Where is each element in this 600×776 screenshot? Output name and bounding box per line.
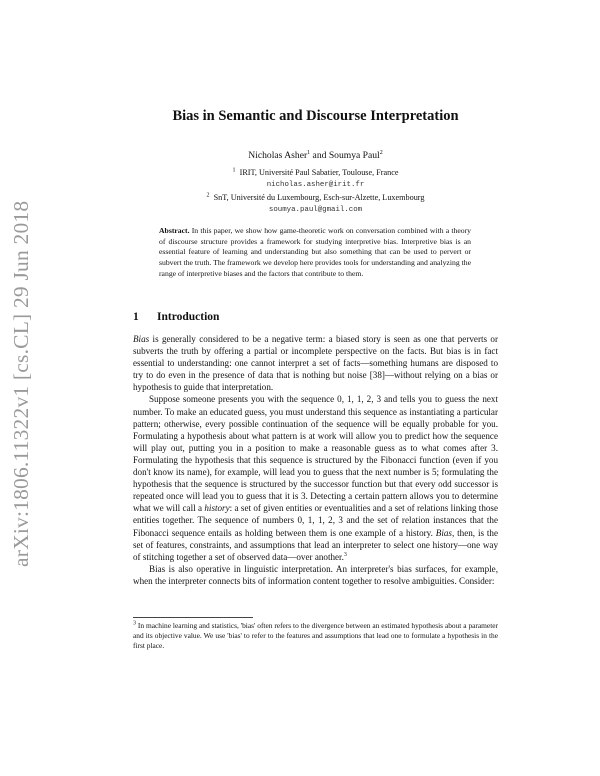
body-text <box>133 333 498 587</box>
section-title: Introduction <box>157 311 220 323</box>
affiliation-mark: 2 <box>206 192 210 199</box>
paragraph <box>133 333 498 393</box>
affiliation <box>133 167 498 191</box>
affiliation-name: IRIT, Université Paul Sabatier, Toulouse, France <box>239 168 399 177</box>
author-name: Soumya Paul <box>328 150 380 161</box>
author-line <box>133 150 498 161</box>
footnote <box>133 621 498 651</box>
author-affil-mark: 2 <box>379 149 383 156</box>
author-affil-mark: 1 <box>307 149 311 156</box>
arxiv-identifier: arXiv:1806.11322v1 [cs.CL] 29 Jun 2018 <box>9 200 33 567</box>
author-connector: and <box>310 150 329 161</box>
section-heading <box>133 311 219 323</box>
author-name: Nicholas Asher <box>248 150 308 161</box>
paragraph-text: , then, is the set of features, constraints, and assumptions that lead an interpreter to select one history—one way of stitching together a set of observed data—over another. <box>133 527 498 562</box>
affiliation <box>133 192 498 216</box>
paragraph <box>133 563 498 587</box>
footnote-number: 3 <box>133 620 136 627</box>
paragraph <box>133 393 498 562</box>
paper-title: Bias in Semantic and Discourse Interpretation <box>172 108 459 124</box>
paragraph-text: is generally considered to be a negative term: a biased story is seen as one that perverts or subverts the truth by offering a partial or incomplete perspective on the facts. But bias is in fact essential to understanding: one cannot interpret a set of facts—something humans are disposed to try to do even in the presence of data that is nothing but noise [38]—without relying on a bias or hypothesis to guide that interpretation. <box>133 334 498 393</box>
abstract-label: Abstract. <box>159 226 190 235</box>
footnote-text: In machine learning and statistics, 'bias' often refers to the divergence between an estimated hypothesis about a parameter and its objective value. We use 'bias' to refer to the features and assumptions that lead one to formulate a hypothesis in the first place. <box>133 621 498 650</box>
affiliation-email[interactable]: nicholas.asher@irit.fr <box>266 181 365 189</box>
affiliation-name: SnT, Université du Luxembourg, Esch-sur-Alzette, Luxembourg <box>213 193 425 202</box>
footnote-rule <box>133 617 253 618</box>
affiliation-mark: 1 <box>232 167 236 174</box>
paragraph-text: Bias is also operative in linguistic interpretation. An interpreter's bias surfaces, for example, when the interpreter connects bits of information content together to resolve ambiguities. Consider: <box>133 563 498 586</box>
abstract <box>159 226 471 280</box>
emphasis: Bias <box>133 334 150 344</box>
abstract-text: In this paper, we show how game-theoretic work on conversation combined with a theory of discourse structure provides a framework for studying interpretive bias. Interpretive bias is an essential feature of learning and understanding but also something that can be used to pervert or subvert the truth. The framework we develop here provides tools for understanding and analyzing the range of interpretive biases and the factors that contribute to them. <box>159 226 472 278</box>
affiliation-email[interactable]: soumya.paul@gmail.com <box>268 206 363 214</box>
section-number: 1 <box>133 311 139 323</box>
paragraph-text: : a set of given entities or eventualities and a set of relations linking those entities together. The sequence of numbers 0, 1, 1, 2, 3 and the set of relation instances that the Fibonacci sequence entails as holding between them is one example of a history. <box>133 503 498 538</box>
paragraph-text: Suppose someone presents you with the sequence 0, 1, 1, 2, 3 and tells you to guess the next number. To make an educated guess, you must understand this sequence as instantiating a particular pattern; otherwise, every possible continuation of the sequence will be equally probable for you. Formulating a hypothesis about what pattern is at work will allow you to predict how the sequence will play out, putting you in a position to make a reasonable guess as to what comes after 3. Formulating the hypothesis that this sequence is structured by the Fibonacci function (even if you don't know its name), for example, will lead you to guess that the next number is 5; formulating the hypothesis that the sequence is structured by the successor function but that every odd successor is repeated once will lead you to guess that it is 3. Detecting a certain pattern allows you to determine what we will call a <box>133 394 498 514</box>
footnote-mark[interactable]: 3 <box>343 551 347 558</box>
arxiv-stamp <box>4 22 38 582</box>
emphasis: history <box>204 503 230 514</box>
emphasis: Bias <box>435 527 452 538</box>
